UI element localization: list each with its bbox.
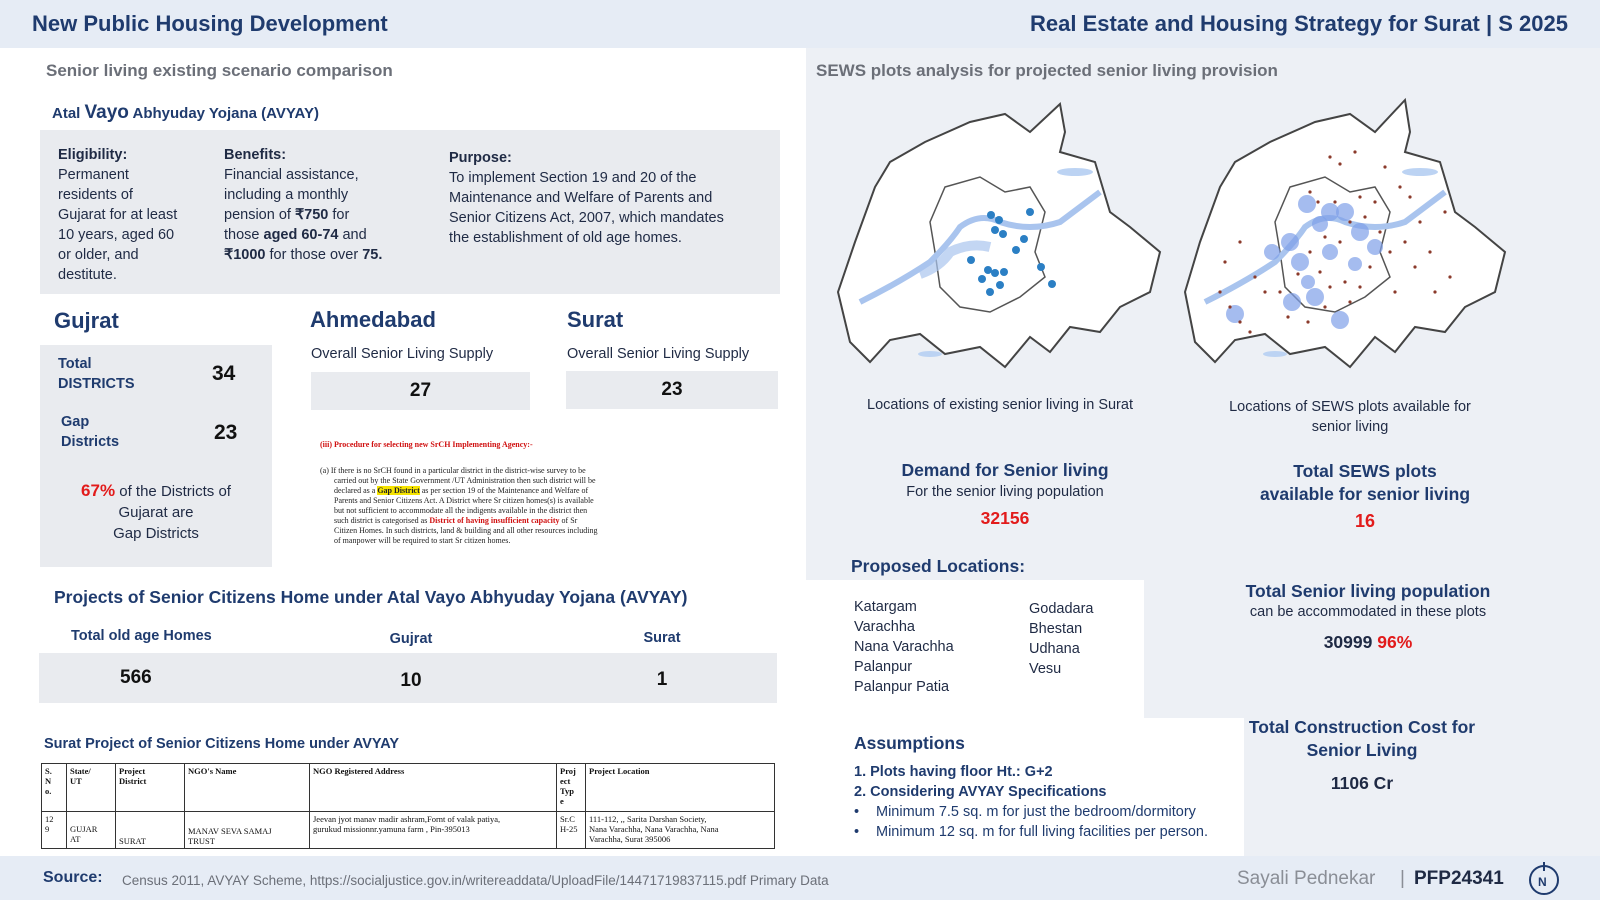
doc-line: but not sufficient to accommodate all the indigents available in the district then xyxy=(334,506,588,515)
footer-bar xyxy=(0,856,1600,900)
text: S. xyxy=(45,766,52,776)
projects-col-surat: Surat xyxy=(643,630,681,646)
existing-senior-living-map xyxy=(830,92,1170,382)
scheme-suffix: Abhyuday Yojana (AVYAY) xyxy=(128,105,319,122)
demand-sub: For the senior living population xyxy=(906,484,1104,500)
source-text: Census 2011, AVYAY Scheme, https://socialjustice.gov.in/writereaddata/UploadFile/14471719837115.pdf Primary Data xyxy=(122,873,829,888)
ngo-table xyxy=(41,763,775,849)
assumptions-title: Assumptions xyxy=(854,733,965,753)
benefits-line: including a monthly xyxy=(224,187,349,203)
benefits-line xyxy=(224,225,424,245)
text: of Sr xyxy=(559,516,578,525)
text: Locations of SEWS plots available for xyxy=(1229,399,1471,415)
age-range: aged 60-74 xyxy=(263,227,339,243)
text: 111-112, ,, Sarita Darshan Society, xyxy=(589,814,707,824)
gap-percent: 67% xyxy=(81,481,116,500)
map2-caption xyxy=(1180,397,1520,437)
text: H-25 xyxy=(560,824,578,834)
header-left-title: New Public Housing Development xyxy=(32,11,388,36)
benefits-label: Benefits: xyxy=(224,147,287,163)
gap-district-document-excerpt xyxy=(320,440,632,546)
projects-surat-value: 1 xyxy=(656,669,668,690)
projects-total-value: 566 xyxy=(120,667,152,688)
doc-line: Citizen Homes. In such districts, land & building and all other resources including xyxy=(334,526,598,535)
benefits-block xyxy=(224,145,424,265)
eligibility-line: 10 years, aged 60 xyxy=(58,227,175,243)
population-value-line xyxy=(1218,632,1518,653)
text: Gujarat are xyxy=(118,504,194,521)
ahmedabad-label: Overall Senior Living Supply xyxy=(311,346,494,362)
gap-districts-label xyxy=(61,412,119,452)
water-body xyxy=(1402,168,1438,176)
text: Varachha, Surat 395006 xyxy=(589,834,671,844)
water-body xyxy=(918,351,942,357)
insufficient-capacity-text: District of having insufficient capacity xyxy=(429,516,560,525)
proposed-title: Proposed Locations: xyxy=(851,556,1026,576)
doc-line: carried out by the State Government /UT Administration then such district will be xyxy=(334,476,596,485)
text: e xyxy=(560,796,564,806)
text: N xyxy=(45,776,52,786)
eligibility-block xyxy=(58,145,208,285)
water-body xyxy=(1263,351,1287,357)
text: Project xyxy=(119,766,146,776)
th-state xyxy=(67,764,116,812)
compass-icon xyxy=(1527,861,1561,895)
map1-caption: Locations of existing senior living in Surat xyxy=(867,397,1133,413)
water-body xyxy=(1057,168,1093,176)
doc-line xyxy=(320,486,632,496)
age-75: 75. xyxy=(362,247,383,263)
location-item: Nana Varachha xyxy=(854,639,954,655)
surat-title: Surat xyxy=(567,307,624,332)
ahmedabad-value: 27 xyxy=(409,380,432,401)
th-sno xyxy=(42,764,67,812)
text: such district is categorised as xyxy=(334,516,430,525)
header-bar xyxy=(0,0,1600,48)
ahmedabad-title: Ahmedabad xyxy=(310,307,436,332)
text: Senior Living xyxy=(1306,740,1418,760)
td-address xyxy=(310,812,557,849)
td-district: SURAT xyxy=(116,812,185,849)
text: declared as a xyxy=(334,486,378,495)
text: Gap Districts xyxy=(113,525,199,542)
total-districts-value: 34 xyxy=(212,362,236,385)
td-type xyxy=(557,812,586,849)
amount-750: ₹750 xyxy=(294,207,329,223)
assumption-bullet: • Minimum 12 sq. m for full living facilities per person. xyxy=(854,824,1209,840)
text: District xyxy=(119,776,147,786)
source-label: Source: xyxy=(43,869,103,886)
text: Typ xyxy=(560,786,575,796)
demand-title: Demand for Senior living xyxy=(901,460,1109,480)
sews-total-title xyxy=(1215,460,1515,506)
surat-project-title: Surat Project of Senior Citizens Home under AVYAY xyxy=(44,736,400,752)
proposed-col1 xyxy=(854,597,954,697)
text: for those over xyxy=(265,247,363,263)
student-id: PFP24341 xyxy=(1414,868,1504,889)
text: MANAV SEVA SAMAJ xyxy=(188,826,272,836)
eligibility-line: or older, and xyxy=(58,247,139,263)
assumptions-bullets xyxy=(854,802,1208,842)
eligibility-line: Permanent xyxy=(58,167,129,183)
text: those xyxy=(224,227,264,243)
text: senior living xyxy=(1311,419,1389,435)
doc-heading: (iii) Procedure for selecting new SrCH Implementing Agency:- xyxy=(320,440,533,449)
doc-line: Parents and Senior Citizens Act. A District where Sr citizen homes(s) is available xyxy=(334,496,594,505)
location-item: Godadara xyxy=(1029,601,1094,617)
location-item: Varachha xyxy=(854,619,915,635)
location-item: Palanpur Patia xyxy=(854,679,950,695)
eligibility-line: residents of xyxy=(58,187,133,203)
total-districts-label xyxy=(58,354,135,394)
proposed-col2 xyxy=(1029,599,1094,679)
demand-value: 32156 xyxy=(980,508,1030,528)
text: available for senior living xyxy=(1259,484,1471,504)
purpose-block xyxy=(449,148,769,248)
th-address: NGO Registered Address xyxy=(310,764,557,812)
text: UT xyxy=(70,776,82,786)
location-item: Bhestan xyxy=(1029,621,1083,637)
td-location xyxy=(586,812,775,849)
location-item: Katargam xyxy=(854,599,917,615)
text: Total Construction Cost for xyxy=(1248,717,1476,737)
text: Total xyxy=(58,356,92,372)
table-row xyxy=(42,812,775,849)
sews-plots-map xyxy=(1180,92,1520,382)
text: Minimum 7.5 sq. m for just the bedroom/dormitory xyxy=(876,804,1196,820)
td-state xyxy=(67,812,116,849)
text: DISTRICTS xyxy=(58,376,135,392)
eligibility-line: destitute. xyxy=(58,267,117,283)
text: Gap xyxy=(61,414,90,430)
assumption-item: 1. Plots having floor Ht.: G+2 xyxy=(854,764,1053,780)
sews-total-value: 16 xyxy=(1354,511,1376,531)
population-title: Total Senior living population xyxy=(1245,581,1491,601)
text: Total SEWS plots xyxy=(1293,461,1437,481)
scheme-title xyxy=(52,102,319,124)
scheme-prefix: Atal xyxy=(52,105,85,122)
eligibility-line: Gujarat for at least xyxy=(58,207,178,223)
header-right-title: Real Estate and Housing Strategy for Surat | S 2025 xyxy=(1030,11,1568,36)
scheme-vayo: Vayo xyxy=(84,102,129,123)
text: Sr.C xyxy=(560,814,575,824)
text: Districts xyxy=(61,434,120,450)
th-district xyxy=(116,764,185,812)
text: AT xyxy=(70,834,81,844)
gujrat-title: Gujrat xyxy=(54,308,119,333)
text: ect xyxy=(560,776,571,786)
population-sub: can be accommodated in these plots xyxy=(1249,604,1487,620)
gap-district-highlight: Gap District xyxy=(377,486,420,495)
benefits-line xyxy=(224,205,424,225)
author-name: Sayali Pednekar xyxy=(1237,868,1376,889)
purpose-label: Purpose: xyxy=(449,150,512,166)
td-sno xyxy=(42,812,67,849)
text: 12 xyxy=(45,814,54,824)
text: State/ xyxy=(70,766,91,776)
text: GUJAR xyxy=(70,824,98,834)
doc-line: (a) If there is no SrCH found in a particular district in the district-wise survey to be xyxy=(320,466,586,475)
cost-value: 1106 Cr xyxy=(1330,773,1394,793)
population-percent: 96% xyxy=(1377,632,1413,652)
assumption-bullet: • Minimum 7.5 sq. m for just the bedroom/dormitory xyxy=(854,804,1196,820)
benefits-line xyxy=(224,245,424,265)
purpose-line: the establishment of old age homes. xyxy=(449,230,682,246)
text: as per section 19 of the Maintenance and Welfare of xyxy=(419,486,589,495)
cost-title xyxy=(1212,716,1512,762)
gap-districts-value: 23 xyxy=(214,421,238,444)
surat-boundary xyxy=(838,104,1160,367)
amount-1000: ₹1000 xyxy=(224,247,266,263)
text: Nana Varachha, Nana Varachha, Nana xyxy=(589,824,719,834)
projects-title: Projects of Senior Citizens Home under Atal Vayo Abhyuday Yojana (AVYAY) xyxy=(54,587,688,607)
gap-percent-note xyxy=(42,480,270,544)
surat-label: Overall Senior Living Supply xyxy=(567,346,750,362)
text: Jeevan jyot manav madir ashram,Fornt of valak patiya, xyxy=(313,814,501,824)
right-section-title: SEWS plots analysis for projected senior living provision xyxy=(816,61,1278,80)
projects-col-total: Total old age Homes xyxy=(71,628,212,644)
doc-line: of manpower will be required to start Sr citizen homes. xyxy=(334,536,511,545)
purpose-line: To implement Section 19 and 20 of the xyxy=(449,170,697,186)
th-location: Project Location xyxy=(586,764,775,812)
assumption-item: 2. Considering AVYAY Specifications xyxy=(854,784,1107,800)
text: 9 xyxy=(45,824,50,834)
benefits-line: Financial assistance, xyxy=(224,167,359,183)
purpose-line: Senior Citizens Act, 2007, which mandates xyxy=(449,210,724,226)
text: and xyxy=(338,227,367,243)
text: Minimum 12 sq. m for full living facilities per person. xyxy=(876,824,1209,840)
text: of the Districts of xyxy=(115,483,231,500)
text: for xyxy=(328,207,350,223)
text: o. xyxy=(45,786,52,796)
projects-gujrat-value: 10 xyxy=(400,670,422,691)
eligibility-label: Eligibility: xyxy=(58,147,128,163)
th-type xyxy=(557,764,586,812)
surat-value: 23 xyxy=(661,379,683,400)
table-header-row xyxy=(42,764,775,812)
text: Proj xyxy=(560,766,576,776)
th-ngo: NGO's Name xyxy=(185,764,310,812)
text: pension of xyxy=(224,207,295,223)
compass-north-label: N xyxy=(1538,875,1547,889)
footer-separator: | xyxy=(1400,868,1405,889)
assumptions-list xyxy=(854,762,1107,802)
projects-col-gujrat: Gujrat xyxy=(389,631,433,647)
population-value: 30999 xyxy=(1323,632,1373,652)
td-ngo xyxy=(185,812,310,849)
left-section-title: Senior living existing scenario comparison xyxy=(46,61,393,80)
location-item: Palanpur xyxy=(854,659,913,675)
text: TRUST xyxy=(188,836,215,846)
doc-line xyxy=(320,516,632,526)
purpose-line: Maintenance and Welfare of Parents and xyxy=(449,190,713,206)
location-item: Udhana xyxy=(1029,641,1080,657)
text: gurukud missionnr.yamuna farm , Pin-395013 xyxy=(313,824,470,834)
location-item: Vesu xyxy=(1029,661,1062,677)
